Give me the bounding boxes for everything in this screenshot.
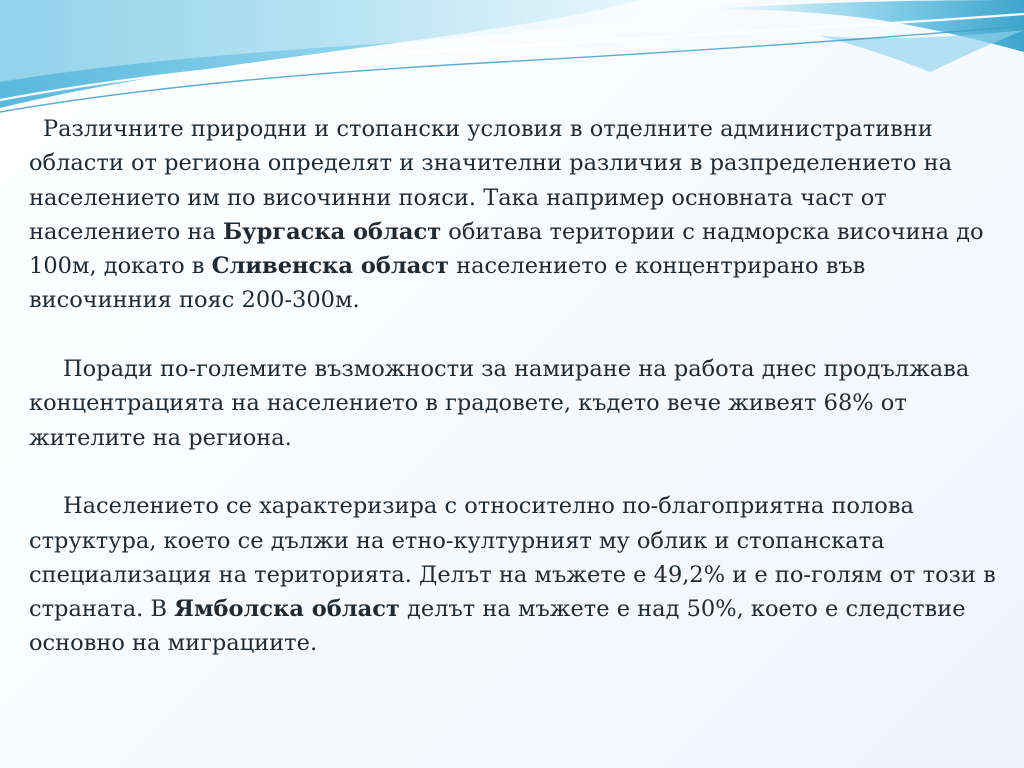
- paragraph-elevation: [29, 112, 1004, 318]
- wave-shape-right-tail: [820, 30, 1024, 72]
- paragraph-gender-structure: [29, 489, 1004, 660]
- paragraph-urban-concentration: [29, 352, 1004, 455]
- text-segment: Различните природни и стопански условия в отделните административни области от региона определят и значителни различия в разпределението на населението им по височинни пояси. Така например основната част от населението на: [29, 116, 953, 245]
- text-segment: обитава територии с надморска височина до 100м, докато в: [29, 218, 984, 280]
- bold-region-yambol: Ямболска област: [174, 596, 400, 623]
- text-content: [29, 112, 1004, 695]
- text-segment: населението е концентрирано във височинния пояс 200-300м.: [29, 253, 866, 314]
- text-segment: Поради по-големите възможности за намиране на работа днес продължава концентрацията на населението в градовете, където вече живеят 68% от жителите на региона.: [29, 356, 970, 451]
- text-segment: делът на мъжете е над 50%, което е следствие основно на миграциите.: [29, 596, 966, 657]
- wave-header-decoration: [0, 0, 1024, 130]
- text-segment: Населението се характеризира с относително по-благоприятна полова структура, което се дължи на етно-културният му облик и стопанската специализация на територията. Делът на мъжете е 49,2% и е по-голям от този в страната. В: [29, 493, 996, 623]
- bold-region-burgas: Бургаска област: [222, 218, 442, 245]
- bold-region-sliven: Сливенска област: [211, 253, 449, 280]
